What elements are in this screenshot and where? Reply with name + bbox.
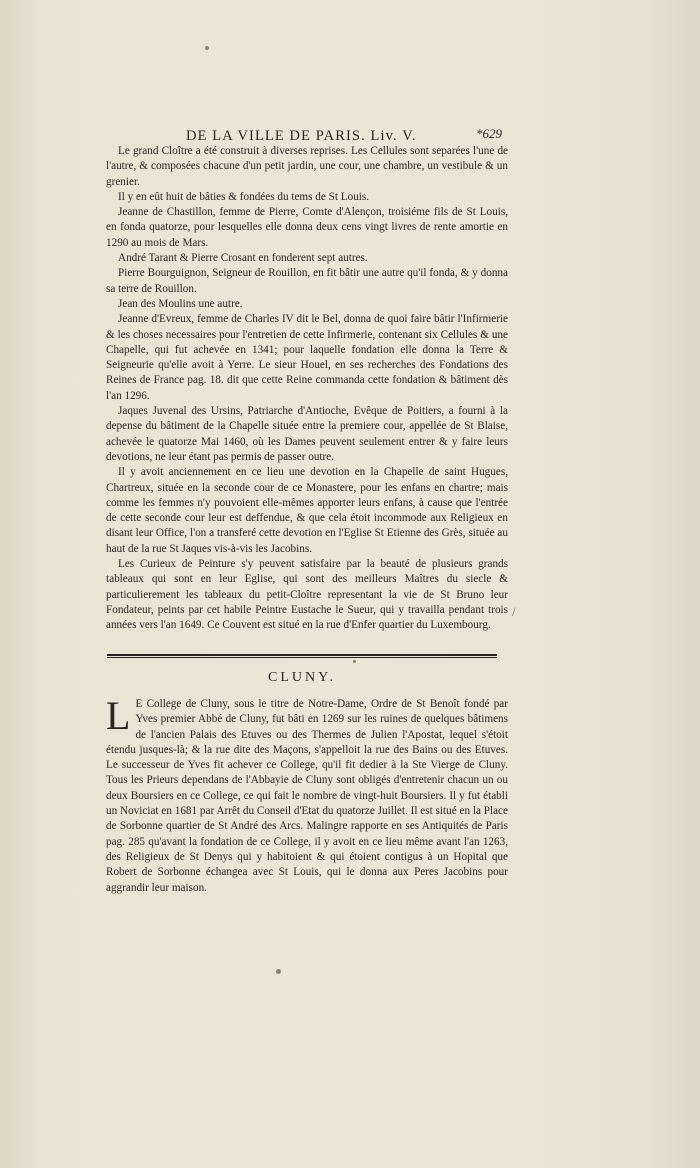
paragraph: Il y en eût huit de bâties & fondées du tems de St Louis. — [118, 190, 370, 203]
paragraph: Jean des Moulins une autre. — [118, 297, 243, 310]
chartreux-text — [106, 144, 508, 634]
paper-speck — [276, 969, 281, 974]
paragraph: Les Curieux de Peinture s'y peuvent satisfaire par la beauté de plusieurs grands tableaux qui sont en leur Eglise, qui sont des meilleurs Maîtres du siecle & particulierement les tableaux du petit-Cloître representant la vie de St Bruno leur Fondateur, peints par cet habile Peintre Eustache le Sueur, qui y travailla pendant trois années vers l'an 1649. Ce Couvent est situé en la rue d'Enfer quartier du Luxembourg. — [106, 558, 508, 632]
section-body: E College de Cluny, sous le titre de Notre-Dame, Ordre de St Benoît fondé par Yves premier Abbé de Cluny, fut bâti en 1269 sur les ruines de quelques bâtimens de l'ancien Palais des Etuves ou des Thermes de Julien l'Apostat, lequel s'étoit étendu jusques-là; & la rue dite des Maçons, s'appelloit la rue des Bains ou des Etuves. Le successeur de Yves fit achever ce College, qu'il fit dedier à la Ste Vierge de Cluny. Tous les Prieurs dependans de l'Abbayie de Cluny sont obligés d'entretenir chacun un ou deux Boursiers en ce College, ce qui fait le nombre de vingt-huit Boursiers. Il y fut établi un Noviciat en 1681 par Arrêt du Conseil d'Etat du quatorze Juillet. Il est situé en la Place de Sorbonne quartier de St André des Arcs. Malingre rapporte en ses Antiquités de Paris pag. 285 qu'avant la fondation de ce College, il y avoit en ce lieu même avant l'an 1263, des Religieux de St Denys qui y habitoient & qui étoient contigus à un Hopital que Robert de Sorbonne échangea avec St Louis, qui le donna aux Peres Jacobins pour aggrandir leur maison. — [106, 698, 508, 894]
paper-speck — [205, 46, 209, 50]
section-divider — [107, 654, 497, 658]
paragraph: Jeanne d'Evreux, femme de Charles IV dit le Bel, donna de quoi faire bâtir l'Infirmerie & les choses necessaires pour l'entretien de cette Infirmerie, contenant six Cellules & une Chapelle, qui fut achevée en 1341; pour laquelle fondation elle donna la Terre & Seigneurie qu'elle avoit à Yerre. Le sieur Houel, en ses recherches des Fondations des Reines de France pag. 18. dit que cette Reine commanda cette fondation & bâtiment dès l'an 1296. — [106, 313, 508, 402]
paragraph: Il y avoit anciennement en ce lieu une devotion en la Chapelle de saint Hugues, Chartreux, située en la seconde cour de ce Monastere, pour les enfans en chartre; mais comme les femmes n'y pouvoient elle-mêmes apporter leurs enfans, à cause que l'entrée de cette seconde cour leur est deffendue, & que cela étoit incommode aux Religieux en disant leur Office, l'on a transferé cette devotion en l'Eglise St Etienne des Grès, située au haut de la rue St Jaques vis-à-vis les Jacobins. — [106, 466, 508, 555]
paragraph: Jaques Juvenal des Ursins, Patriarche d'Antioche, Evêque de Poitiers, a fourni à la depense du bâtiment de la Chapelle située entre la premiere cour, appellée de St Blaise, achevée le quatorze Mai 1460, où les Dames peuvent seulement entrer & y faire leurs devotions, ne leur étant pas permis de passer outre. — [106, 405, 508, 463]
running-head — [186, 128, 526, 145]
paragraph: Le grand Cloître a été construit à diverses reprises. Les Cellules sont separées l'une de l'autre, & composées chacune d'un petit jardin, une cour, une chambre, un vestibule & un grenier. — [106, 145, 508, 188]
paragraph: Jeanne de Chastillon, femme de Pierre, Comte d'Alençon, troisiéme fils de St Louis, en fonda quatorze, pour lesquelles elle donna deux cens vingt livres de rente amortie en 1290 au mois de Mars. — [106, 206, 508, 249]
section-heading: CLUNY. — [268, 670, 336, 685]
margin-mark: / — [512, 604, 516, 619]
paragraph: André Tarant & Pierre Crosant en fonderent sept autres. — [118, 252, 368, 265]
drop-cap: L — [106, 693, 131, 738]
cluny-text — [106, 693, 508, 896]
paper-speck — [353, 660, 356, 663]
running-title: DE LA VILLE DE PARIS. Liv. V. — [186, 128, 417, 144]
page-number: *629 — [476, 126, 502, 141]
paragraph: Pierre Bourguignon, Seigneur de Rouillon, en fit bâtir une autre qu'il fonda, & y donna sa terre de Rouillon. — [106, 267, 508, 295]
